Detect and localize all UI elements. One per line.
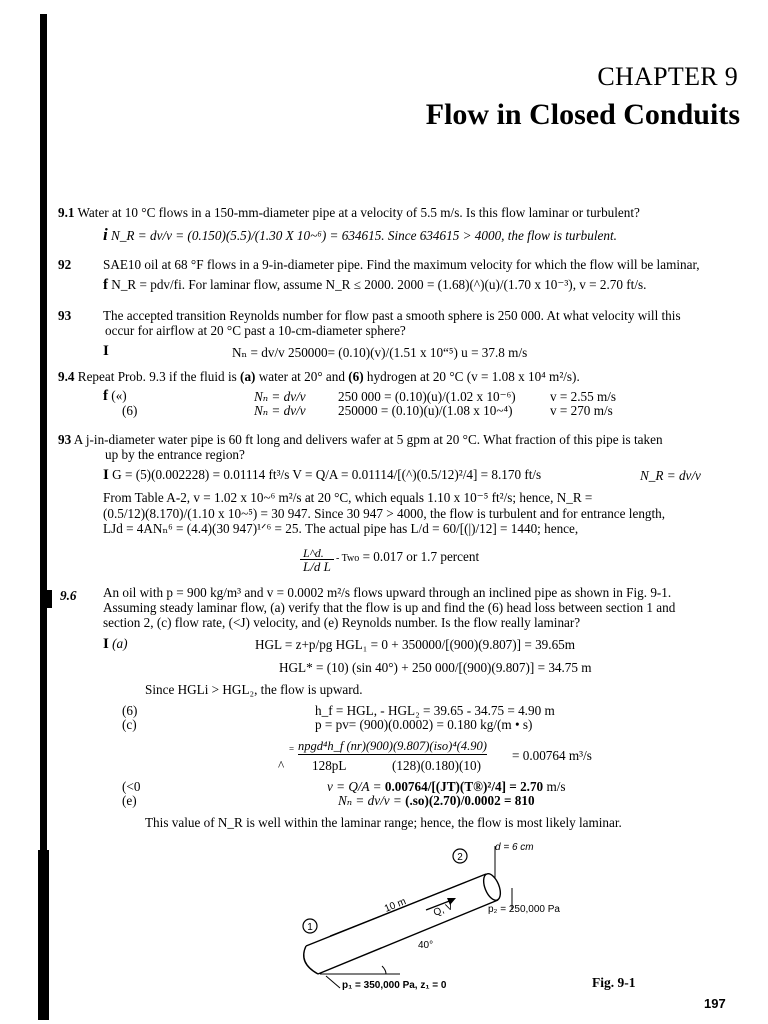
binding-edge-mark <box>47 590 52 608</box>
equation-part: m/s <box>543 779 566 794</box>
solution-9-5-line2: From Table A-2, v = 1.02 x 10~⁶ m²/s at 20 °C, which equals 1.10 x 10⁻⁵ ft²/s; hence, N_R = <box>103 490 593 505</box>
flow-label: Q, V <box>432 901 455 919</box>
problem-9-2-text: SAE10 oil at 68 °F flows in a 9-in-diameter pipe. Find the maximum velocity for which the flow will be laminar, <box>103 257 700 272</box>
problem-9-4 <box>58 369 580 384</box>
solution-text: G = (5)(0.002228) = 0.01114 ft³/s V = Q/A = 0.01114/[(^)(0.5/12)²/4] = 8.170 ft/s <box>108 467 542 482</box>
part-label: («) <box>111 388 127 403</box>
solution-9-5-reynolds: N_R = dv/v <box>640 468 701 483</box>
angle-label: 40° <box>418 940 434 951</box>
equation-part: Nₙ = dv/v = <box>338 793 406 808</box>
pressure1-label: p₁ = 350,000 Pa, z₁ = 0 <box>342 980 447 991</box>
problem-number: 9.1 <box>58 205 75 220</box>
solution-9-2 <box>103 277 646 293</box>
solution-9-6-direction: Since HGLi > HGL₂, the flow is upward. <box>145 682 363 697</box>
part-label: (a) <box>112 636 128 651</box>
solution-9-3-mark: I <box>103 343 109 359</box>
section-1-label: 1 <box>307 922 313 933</box>
solution-mark: i <box>103 225 108 244</box>
problem-9-6-line3: section 2, (c) flow rate, (<J) velocity, and (e) Reynolds number. Is the flow really laminar? <box>103 615 581 630</box>
solution-9-6-q-equals: = <box>289 744 295 754</box>
solution-9-4-row2-result: v = 270 m/s <box>550 403 613 418</box>
figure-9-1-inclined-pipe <box>290 838 590 998</box>
solution-9-4-row1-eq: 250 000 = (0.10)(u)/(1.02 x 10⁻⁶) <box>338 389 516 404</box>
problem-number: 9.4 <box>58 369 75 384</box>
solution-9-4-row2-eq: 250000 = (0.10)(u)/(1.08 x 10~⁴) <box>338 403 513 418</box>
solution-mark: I <box>103 467 109 483</box>
diameter-label: d = 6 cm <box>495 842 534 853</box>
problem-9-6-number: 9.6 <box>60 588 77 603</box>
solution-mark: f <box>103 277 108 293</box>
solution-9-6-hgl1: HGL = z+p/pg HGL₁ = 0 + 350000/[(900)(9.807)] = 39.65m <box>255 637 576 652</box>
solution-9-6-c-eq: p = pv= (900)(0.0002) = 0.180 kg/(m • s) <box>315 717 533 732</box>
entrance-fraction <box>300 547 334 574</box>
solution-9-6-q-denominator-2: (128)(0.180)(10) <box>392 758 481 773</box>
chapter-label: CHAPTER 9 <box>597 62 738 91</box>
equation-part: v = Q/A = <box>327 779 385 794</box>
fraction-operator: - Two <box>336 553 360 564</box>
problem-number: 92 <box>58 257 72 272</box>
problem-9-6-line1: An oil with p = 900 kg/m³ and v = 0.0002 m²/s flows upward through an inclined pipe as shown in Fig. 9-1. <box>103 585 672 600</box>
solution-9-6-mark <box>103 636 128 652</box>
figure-caption: Fig. 9-1 <box>592 975 636 990</box>
pipe-body <box>304 871 504 974</box>
solution-9-5-line1 <box>103 467 541 483</box>
solution-9-3-text: Nₙ = dv/v 250000= (0.10)(v)/(1.51 x 10“⁵) u = 37.8 m/s <box>232 345 528 360</box>
problem-9-3-text-line1: The accepted transition Reynolds number for flow past a smooth sphere is 250 000. At what velocity will this <box>103 308 681 323</box>
problem-number: 93 <box>58 308 72 323</box>
part-label: (6) <box>348 369 364 384</box>
equation-part: (.so)(2.70)/0.0002 = 810 <box>405 793 535 808</box>
binding-edge-shadow <box>38 850 49 1020</box>
solution-9-4-row2-formula: Nₙ = dv/v <box>254 403 306 418</box>
solution-9-6-hgl2: HGL* = (10) (sin 40°) + 250 000/[(900)(9.807)] = 34.75 m <box>279 660 592 675</box>
problem-text: A j-in-diameter water pipe is 60 ft long and delivers wafer at 5 gpm at 20 °C. What fraction of this pipe is taken <box>71 432 663 447</box>
part-label: (a) <box>240 369 256 384</box>
solution-9-6-b-eq: h_f = HGL, - HGL₂ = 39.65 - 34.75 = 4.90 m <box>315 703 555 718</box>
fraction-numerator: L^d. <box>300 547 334 560</box>
entrance-fraction-result <box>336 549 479 566</box>
solution-9-6-conclusion: This value of N_R is well within the laminar range; hence, the flow is most likely laminar. <box>145 815 622 830</box>
solution-9-5-line4: LJd = 4ANₙ⁶ = (4.4)(30 947)¹ᐟ⁶ = 25. The actual pipe has L/d = 60/[(|)/12] = 1440; hence, <box>103 521 579 536</box>
solution-9-6-q-caret: ^ <box>278 758 285 773</box>
solution-9-6-q-denominator-1: 128pL <box>312 758 347 773</box>
solution-text: N_R = pdv/fi. For laminar flow, assume N_R ≤ 2000. 2000 = (1.68)(^)(u)/(1.70 x 10⁻³), v = 2.70 ft/s. <box>108 277 647 292</box>
problem-9-3-text-line2: occur for airflow at 20 °C past a 10-cm-diameter sphere? <box>105 323 406 338</box>
solution-9-6-e-label: (e) <box>122 793 137 808</box>
solution-9-6-q-result: = 0.00764 m³/s <box>512 748 592 763</box>
solution-9-6-c-label: (c) <box>122 717 137 732</box>
angle-arc <box>382 966 386 974</box>
problem-text: water at 20° and <box>255 369 349 384</box>
solution-text: N_R = dv/v = (0.150)(5.5)/(1.30 X 10~⁶) = 634615. Since 634615 > 4000, the flow is turbulent. <box>107 228 617 243</box>
problem-9-3-number <box>58 308 71 323</box>
problem-9-2-number <box>58 257 71 272</box>
solution-9-4-row2-label: (6) <box>122 403 138 418</box>
chapter-title: Flow in Closed Conduits <box>425 98 740 131</box>
fraction-result: = 0.017 or 1.7 percent <box>359 549 480 564</box>
solution-9-5-line3: (0.5/12)(8.170)/(1.10 x 10~⁵) = 30 947. Since 30 947 > 4000, the flow is turbulent and for entrance length, <box>103 506 666 521</box>
solution-9-1 <box>103 227 617 243</box>
solution-9-6-d-eq <box>327 779 566 794</box>
problem-9-1 <box>58 205 640 220</box>
pressure1-leader <box>326 976 340 988</box>
pressure2-label: p₂ = 250,000 Pa <box>488 904 560 915</box>
section-2-label: 2 <box>457 852 463 863</box>
solution-mark: I <box>103 636 109 652</box>
equation-part: 0.00764/[(JT)(T®)²/4] = 2.70 <box>384 779 544 794</box>
solution-9-4-row1-result: v = 2.55 m/s <box>550 389 617 404</box>
solution-9-6-d-label: (<0 <box>122 779 141 794</box>
solution-9-6-q-numerator: npgd⁴h_f (nr)(900)(9.807)(iso)⁴(4.90) <box>298 739 487 753</box>
problem-text: Repeat Prob. 9.3 if the fluid is <box>74 369 241 384</box>
problem-9-5 <box>58 432 663 447</box>
solution-9-4-row1-formula: Nₙ = dv/v <box>254 389 306 404</box>
problem-text: hydrogen at 20 °C (v = 1.08 x 10⁴ m²/s). <box>363 369 580 384</box>
problem-9-6-line2: Assuming steady laminar flow, (a) verify that the flow is up and find the (6) head loss between section 1 and <box>103 600 676 615</box>
fraction-denominator: L/d L <box>303 559 331 574</box>
solution-9-6-e-eq <box>338 793 535 808</box>
length-label: 10 m <box>383 896 408 915</box>
solution-9-6-b-label: (6) <box>122 703 138 718</box>
solution-mark: f <box>103 388 108 404</box>
page-number: 197 <box>704 996 726 1011</box>
problem-9-5-text-line2: up by the entrance region? <box>105 447 245 462</box>
solution-9-4-row1-label <box>103 388 127 404</box>
problem-number: 93 <box>58 432 72 447</box>
problem-text: Water at 10 °C flows in a 150-mm-diameter pipe at a velocity of 5.5 m/s. Is this flow laminar or turbulent? <box>74 205 640 220</box>
